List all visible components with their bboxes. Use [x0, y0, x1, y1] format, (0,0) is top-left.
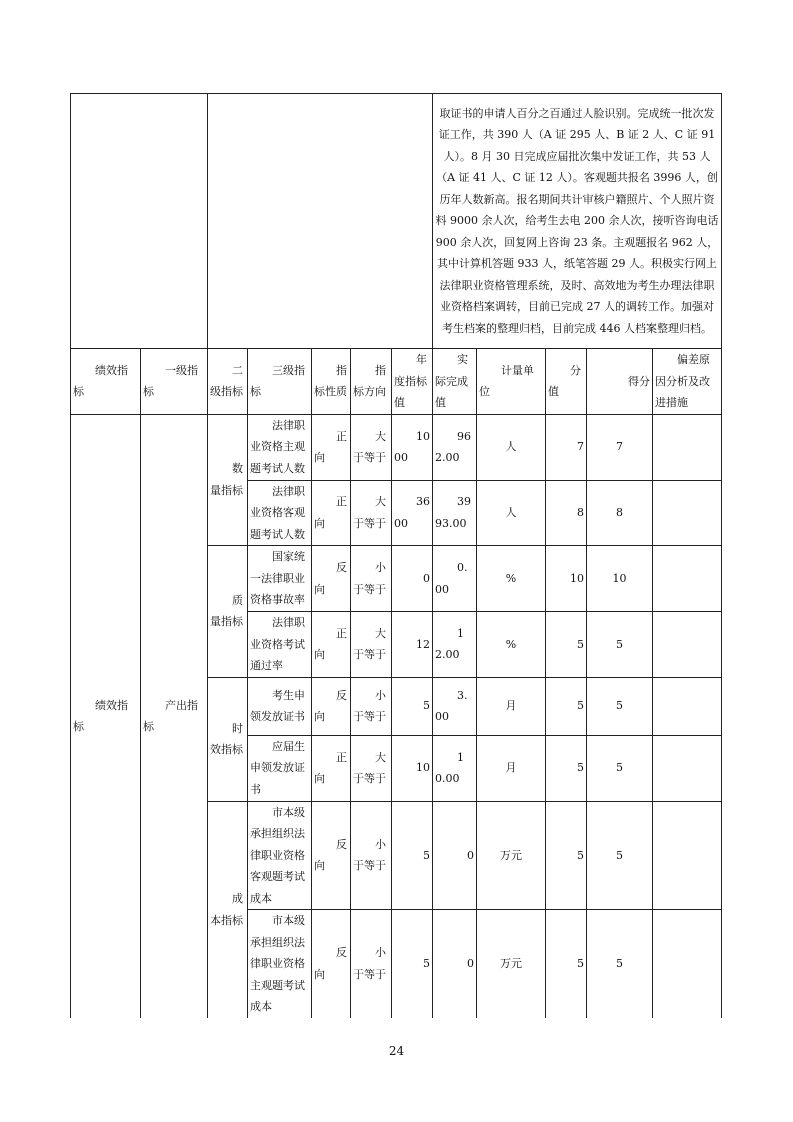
actual-cell: 0	[433, 910, 477, 1018]
empty-cell	[71, 94, 208, 349]
unit-cell: %	[477, 612, 546, 678]
weight-cell: 7	[546, 414, 587, 480]
unit-cell: 万元	[477, 801, 546, 910]
target-cell: 5	[392, 910, 433, 1018]
direction-cell: 小于等于	[351, 801, 392, 910]
direction-cell: 小于等于	[351, 910, 392, 1018]
actual-cell: 10.00	[433, 735, 477, 801]
score-cell: 5	[587, 612, 653, 678]
group-timeliness: 时效指标	[208, 677, 248, 801]
header-performance: 绩效指标	[71, 349, 141, 415]
target-cell: 5	[392, 677, 433, 735]
target-cell: 10	[392, 735, 433, 801]
weight-cell: 5	[546, 801, 587, 910]
target-cell: 0	[392, 546, 433, 612]
weight-cell: 5	[546, 910, 587, 1018]
remark-cell	[653, 735, 722, 801]
performance-table	[70, 93, 722, 1018]
score-cell: 7	[587, 414, 653, 480]
weight-cell: 5	[546, 677, 587, 735]
level0-cell: 绩效指标	[71, 414, 141, 1018]
target-cell: 1000	[392, 414, 433, 480]
direction-cell: 小于等于	[351, 546, 392, 612]
header-level2: 二级指标	[208, 349, 248, 415]
header-target: 年度指标值	[392, 349, 433, 415]
score-cell: 5	[587, 801, 653, 910]
remark-cell	[653, 414, 722, 480]
direction-cell: 大于等于	[351, 612, 392, 678]
header-weight: 分值	[546, 349, 587, 415]
weight-cell: 5	[546, 612, 587, 678]
unit-cell: 人	[477, 414, 546, 480]
remark-cell	[653, 546, 722, 612]
indicator-cell: 应届生申领发放证书	[248, 735, 312, 801]
target-cell: 12	[392, 612, 433, 678]
score-cell: 5	[587, 677, 653, 735]
actual-cell: 3.00	[433, 677, 477, 735]
indicator-cell: 市本级承担组织法律职业资格主观题考试成本	[248, 910, 312, 1018]
header-direction: 指标方向	[351, 349, 392, 415]
continuation-paragraph: 取证书的申请人百分之百通过人脸识别。完成统一批次发证工作，共 390 人（A 证 295 人、B 证 2 人、C 证 91 人）。8 月 30 日完成应届批次集中发证工作，共 53 人（A 证 41 人、C 证 12 人）。客观题共报名 3996 人，创历年人数新高。报名期间共计审核户籍照片、个人照片资料 9000 余人次，给考生去电 200 余人次，接听咨询电话 900 余人次，回复网上咨询 23 条。主观题报名 962 人，其中计算机答题 933 人，纸笔答题 29 人。积极实行网上法律职业资格管理系统，及时、高效地为考生办理法律职业资格档案调转，目前已完成 27 人的调转工作。加强对考生档案的整理归档，目前完成 446 人档案整理归档。	[433, 94, 722, 349]
actual-cell: 0	[433, 801, 477, 910]
header-nature: 指标性质	[312, 349, 351, 415]
direction-cell: 大于等于	[351, 480, 392, 546]
group-quantity: 数量指标	[208, 414, 248, 546]
indicator-cell: 考生申领发放证书	[248, 677, 312, 735]
header-unit: 计量单位	[477, 349, 546, 415]
page-number: 24	[388, 1044, 405, 1058]
header-score: 得分	[587, 349, 653, 415]
actual-cell: 0.00	[433, 546, 477, 612]
nature-cell: 反向	[312, 801, 351, 910]
indicator-cell: 市本级承担组织法律职业资格客观题考试成本	[248, 801, 312, 910]
unit-cell: 人	[477, 480, 546, 546]
direction-cell: 大于等于	[351, 735, 392, 801]
nature-cell: 正向	[312, 414, 351, 480]
remark-cell	[653, 801, 722, 910]
remark-cell	[653, 910, 722, 1018]
actual-cell: 3993.00	[433, 480, 477, 546]
unit-cell: 月	[477, 677, 546, 735]
header-row	[71, 349, 722, 415]
remark-cell	[653, 612, 722, 678]
direction-cell: 大于等于	[351, 414, 392, 480]
empty-cell	[208, 94, 433, 349]
actual-cell: 962.00	[433, 414, 477, 480]
nature-cell: 正向	[312, 480, 351, 546]
group-cost: 成本指标	[208, 801, 248, 1018]
remark-cell	[653, 677, 722, 735]
table-row	[71, 414, 722, 480]
indicator-cell: 法律职业资格主观题考试人数	[248, 414, 312, 480]
continuation-row	[71, 94, 722, 349]
score-cell: 8	[587, 480, 653, 546]
unit-cell: %	[477, 546, 546, 612]
target-cell: 3600	[392, 480, 433, 546]
weight-cell: 8	[546, 480, 587, 546]
indicator-cell: 法律职业资格客观题考试人数	[248, 480, 312, 546]
actual-cell: 12.00	[433, 612, 477, 678]
weight-cell: 5	[546, 735, 587, 801]
remark-cell	[653, 480, 722, 546]
score-cell: 5	[587, 735, 653, 801]
header-remark: 偏差原因分析及改进措施	[653, 349, 722, 415]
nature-cell: 正向	[312, 735, 351, 801]
level1-cell: 产出指标	[141, 414, 208, 1018]
direction-cell: 小于等于	[351, 677, 392, 735]
header-level3: 三级指标	[248, 349, 312, 415]
unit-cell: 月	[477, 735, 546, 801]
nature-cell: 正向	[312, 612, 351, 678]
indicator-cell: 国家统一法律职业资格事故率	[248, 546, 312, 612]
score-cell: 5	[587, 910, 653, 1018]
header-actual: 实际完成值	[433, 349, 477, 415]
target-cell: 5	[392, 801, 433, 910]
unit-cell: 万元	[477, 910, 546, 1018]
indicator-cell: 法律职业资格考试通过率	[248, 612, 312, 678]
group-quality: 质量指标	[208, 546, 248, 678]
weight-cell: 10	[546, 546, 587, 612]
nature-cell: 反向	[312, 677, 351, 735]
nature-cell: 反向	[312, 910, 351, 1018]
nature-cell: 反向	[312, 546, 351, 612]
score-cell: 10	[587, 546, 653, 612]
header-level1: 一级指标	[141, 349, 208, 415]
